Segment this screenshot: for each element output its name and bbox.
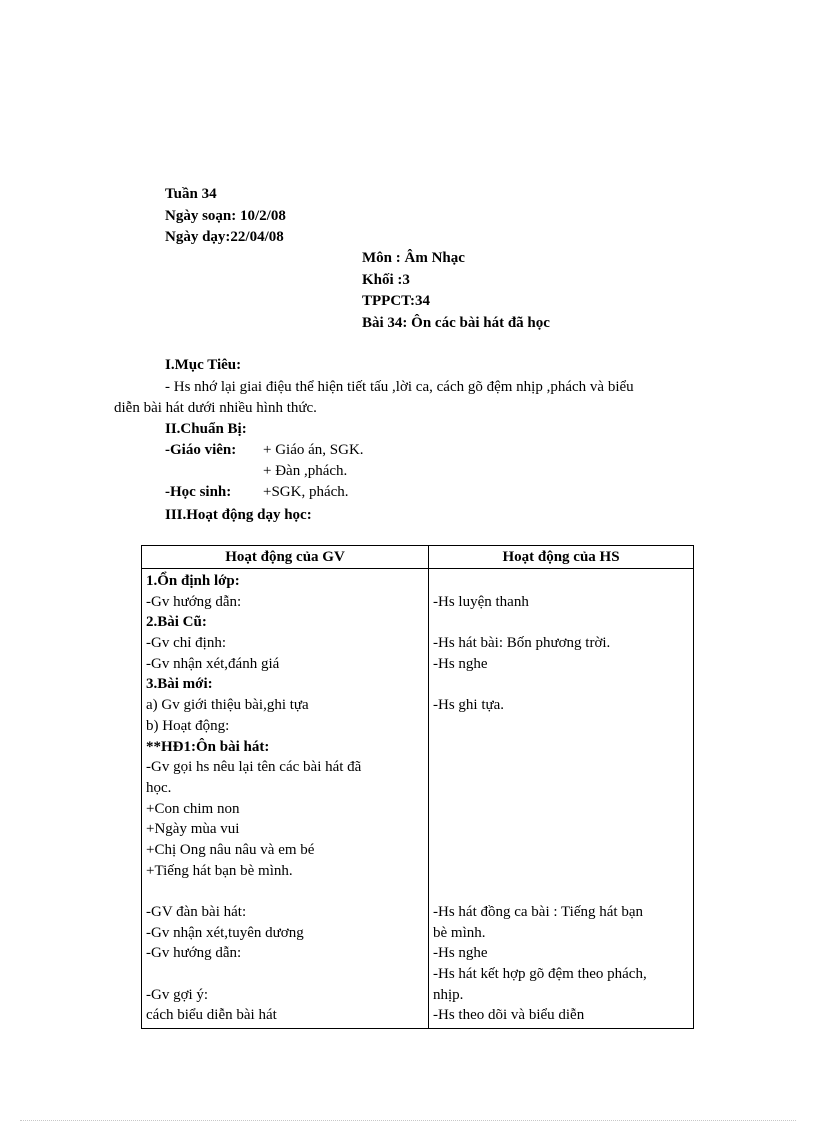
student-activity-line: -Hs hát kết hợp gõ đệm theo phách,: [433, 966, 647, 983]
student-activity-line: nhịp.: [433, 986, 464, 1003]
teacher-activity-line: [146, 964, 424, 985]
preparation-heading: II.Chuẩn Bị:: [165, 421, 247, 437]
teacher-activity-line: -Gv nhận xét,đánh giá: [146, 655, 280, 672]
student-activity-line: [433, 674, 689, 695]
teacher-activity-line: +Tiếng hát bạn bè mình.: [146, 862, 293, 879]
column-header-teacher: Hoạt động của GV: [142, 546, 429, 569]
document-header: [165, 184, 286, 249]
grade-label: Khối :3: [362, 271, 410, 288]
objectives-heading: I.Mục Tiêu:: [165, 357, 242, 373]
student-item-1: +SGK, phách.: [263, 484, 349, 500]
student-activity-line: bè mình.: [433, 924, 486, 941]
teacher-activity-line: 1.Ổn định lớp:: [146, 573, 240, 589]
subject-block: [362, 248, 550, 334]
teacher-activity-line: cách biểu diễn bài hát: [146, 1007, 277, 1024]
student-activity-line: [433, 757, 689, 778]
teacher-activity-line: [146, 881, 424, 902]
table-row: [142, 569, 694, 1029]
table-header-row: [142, 546, 694, 569]
teacher-activity-line: +Ngày mùa vui: [146, 821, 240, 838]
student-activity-line: -Hs ghi tựa.: [433, 697, 505, 714]
teacher-label: -Giáo viên:: [165, 442, 237, 458]
student-activity-line: [433, 799, 689, 820]
teacher-activity-line: b) Hoạt động:: [146, 717, 230, 734]
activities-heading: III.Hoạt động dạy học:: [165, 507, 312, 523]
teacher-item-1: + Giáo án, SGK.: [263, 442, 364, 458]
teacher-activity-line: -Gv hướng dẫn:: [146, 945, 242, 962]
student-activity-line: [433, 819, 689, 840]
teacher-activity-line: a) Gv giới thiệu bài,ghi tựa: [146, 697, 309, 714]
teach-date: Ngày dạy:22/04/08: [165, 229, 284, 245]
teacher-activity-line: 2.Bài Cũ:: [146, 614, 207, 631]
student-activity-line: [433, 861, 689, 882]
ppct-label: TPPCT:34: [362, 293, 431, 309]
teacher-activity-line: +Chị Ong nâu nâu và em bé: [146, 841, 315, 858]
lesson-title: Bài 34: Ôn các bài hát đã học: [362, 314, 550, 331]
activities-table: [141, 545, 694, 1029]
teacher-activity-line: -Gv nhận xét,tuyên dương: [146, 924, 304, 941]
teacher-activities-cell: [142, 569, 429, 1029]
student-activity-line: [433, 571, 689, 592]
prep-date: Ngày soạn: 10/2/08: [165, 207, 286, 224]
teacher-activity-line: **HĐ1:Ôn bài hát:: [146, 738, 270, 755]
teacher-activity-line: 3.Bài mới:: [146, 676, 213, 693]
student-activity-line: [433, 737, 689, 758]
student-activity-line: [433, 612, 689, 633]
teacher-activity-line: học.: [146, 779, 172, 796]
week-label: Tuần 34: [165, 186, 217, 202]
objectives-line-1: - Hs nhớ lại giai điệu thể hiện tiết tấu ,lời ca, cách gõ đệm nhịp ,phách và biểu: [165, 379, 634, 395]
student-activity-line: [433, 778, 689, 799]
student-activity-line: -Hs hát đồng ca bài : Tiếng hát bạn: [433, 904, 643, 920]
student-activity-line: -Hs hát bài: Bốn phương trời.: [433, 635, 611, 652]
student-activity-line: -Hs nghe: [433, 655, 488, 672]
page-bottom-divider: [20, 1120, 796, 1121]
student-activity-line: -Hs nghe: [433, 945, 488, 962]
objectives-line-2: diễn bài hát dưới nhiều hình thức.: [114, 400, 317, 416]
student-activities-cell: [429, 569, 694, 1029]
student-activity-line: [433, 716, 689, 737]
student-activity-line: [433, 840, 689, 861]
teacher-activity-line: +Con chim non: [146, 800, 240, 817]
teacher-activity-line: -GV đàn bài hát:: [146, 904, 247, 920]
teacher-activity-line: -Gv hướng dẫn:: [146, 593, 242, 610]
student-activity-line: -Hs theo dõi và biểu diễn: [433, 1007, 585, 1024]
teacher-item-2: + Đàn ,phách.: [263, 463, 348, 479]
teacher-activity-line: -Gv gợi ý:: [146, 986, 209, 1003]
column-header-student: Hoạt động của HS: [429, 546, 694, 569]
teacher-activity-line: -Gv gọi hs nêu lại tên các bài hát đã: [146, 759, 362, 776]
teacher-activity-line: -Gv chỉ định:: [146, 635, 226, 652]
student-activity-line: -Hs luyện thanh: [433, 593, 529, 610]
student-label: -Học sinh:: [165, 484, 232, 500]
subject-name: Môn : Âm Nhạc: [362, 250, 465, 266]
student-activity-line: [433, 881, 689, 902]
